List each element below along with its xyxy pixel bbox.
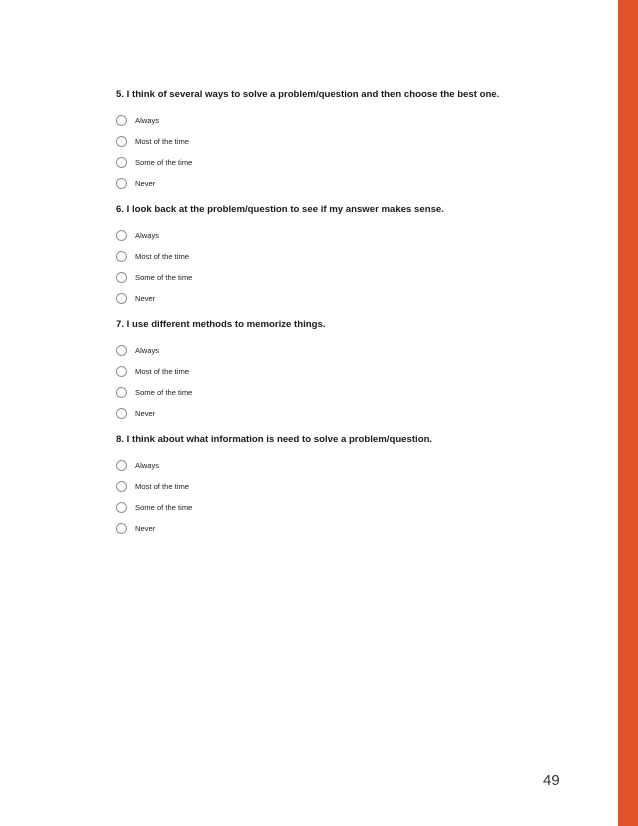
option-label: Always bbox=[135, 230, 160, 240]
radio-button[interactable] bbox=[116, 157, 127, 168]
radio-button[interactable] bbox=[116, 293, 127, 304]
radio-button[interactable] bbox=[116, 460, 127, 471]
option-label: Some of the time bbox=[135, 272, 193, 282]
radio-button[interactable] bbox=[116, 178, 127, 189]
question-5 bbox=[116, 89, 536, 194]
option-label: Never bbox=[135, 293, 156, 303]
radio-button[interactable] bbox=[116, 502, 127, 513]
option-always[interactable] bbox=[116, 225, 536, 246]
question-text: 5. I think of several ways to solve a problem/question and then choose the best one. bbox=[116, 89, 500, 100]
option-label: Always bbox=[135, 460, 160, 470]
option-label: Never bbox=[135, 523, 156, 533]
question-7 bbox=[116, 319, 536, 424]
option-label: Always bbox=[135, 115, 160, 125]
option-label: Most of the time bbox=[135, 136, 190, 146]
question-text: 8. I think about what information is need to solve a problem/question. bbox=[116, 434, 433, 445]
option-label: Most of the time bbox=[135, 366, 190, 376]
option-some-of-the-time[interactable] bbox=[116, 382, 536, 403]
option-label: Some of the time bbox=[135, 157, 193, 167]
option-never[interactable] bbox=[116, 518, 536, 539]
option-some-of-the-time[interactable] bbox=[116, 152, 536, 173]
radio-button[interactable] bbox=[116, 481, 127, 492]
option-never[interactable] bbox=[116, 403, 536, 424]
question-text: 7. I use different methods to memorize things. bbox=[116, 319, 326, 330]
option-most-of-the-time[interactable] bbox=[116, 246, 536, 267]
option-label: Some of the time bbox=[135, 502, 193, 512]
radio-button[interactable] bbox=[116, 408, 127, 419]
option-label: Always bbox=[135, 345, 160, 355]
option-never[interactable] bbox=[116, 173, 536, 194]
option-most-of-the-time[interactable] bbox=[116, 361, 536, 382]
option-some-of-the-time[interactable] bbox=[116, 267, 536, 288]
question-6 bbox=[116, 204, 536, 309]
option-label: Some of the time bbox=[135, 387, 193, 397]
radio-button[interactable] bbox=[116, 272, 127, 283]
option-label: Never bbox=[135, 178, 156, 188]
question-8 bbox=[116, 434, 536, 539]
option-label: Never bbox=[135, 408, 156, 418]
option-most-of-the-time[interactable] bbox=[116, 476, 536, 497]
radio-button[interactable] bbox=[116, 387, 127, 398]
option-some-of-the-time[interactable] bbox=[116, 497, 536, 518]
option-always[interactable] bbox=[116, 455, 536, 476]
option-label: Most of the time bbox=[135, 251, 190, 261]
option-never[interactable] bbox=[116, 288, 536, 309]
question-text: 6. I look back at the problem/question to see if my answer makes sense. bbox=[116, 204, 444, 215]
radio-button[interactable] bbox=[116, 230, 127, 241]
radio-button[interactable] bbox=[116, 251, 127, 262]
option-most-of-the-time[interactable] bbox=[116, 131, 536, 152]
page-number: 49 bbox=[543, 772, 560, 789]
option-always[interactable] bbox=[116, 110, 536, 131]
accent-side-bar bbox=[618, 0, 638, 826]
radio-button[interactable] bbox=[116, 523, 127, 534]
option-always[interactable] bbox=[116, 340, 536, 361]
option-label: Most of the time bbox=[135, 481, 190, 491]
radio-button[interactable] bbox=[116, 366, 127, 377]
radio-button[interactable] bbox=[116, 345, 127, 356]
radio-button[interactable] bbox=[116, 115, 127, 126]
radio-button[interactable] bbox=[116, 136, 127, 147]
survey-questions bbox=[116, 89, 536, 549]
